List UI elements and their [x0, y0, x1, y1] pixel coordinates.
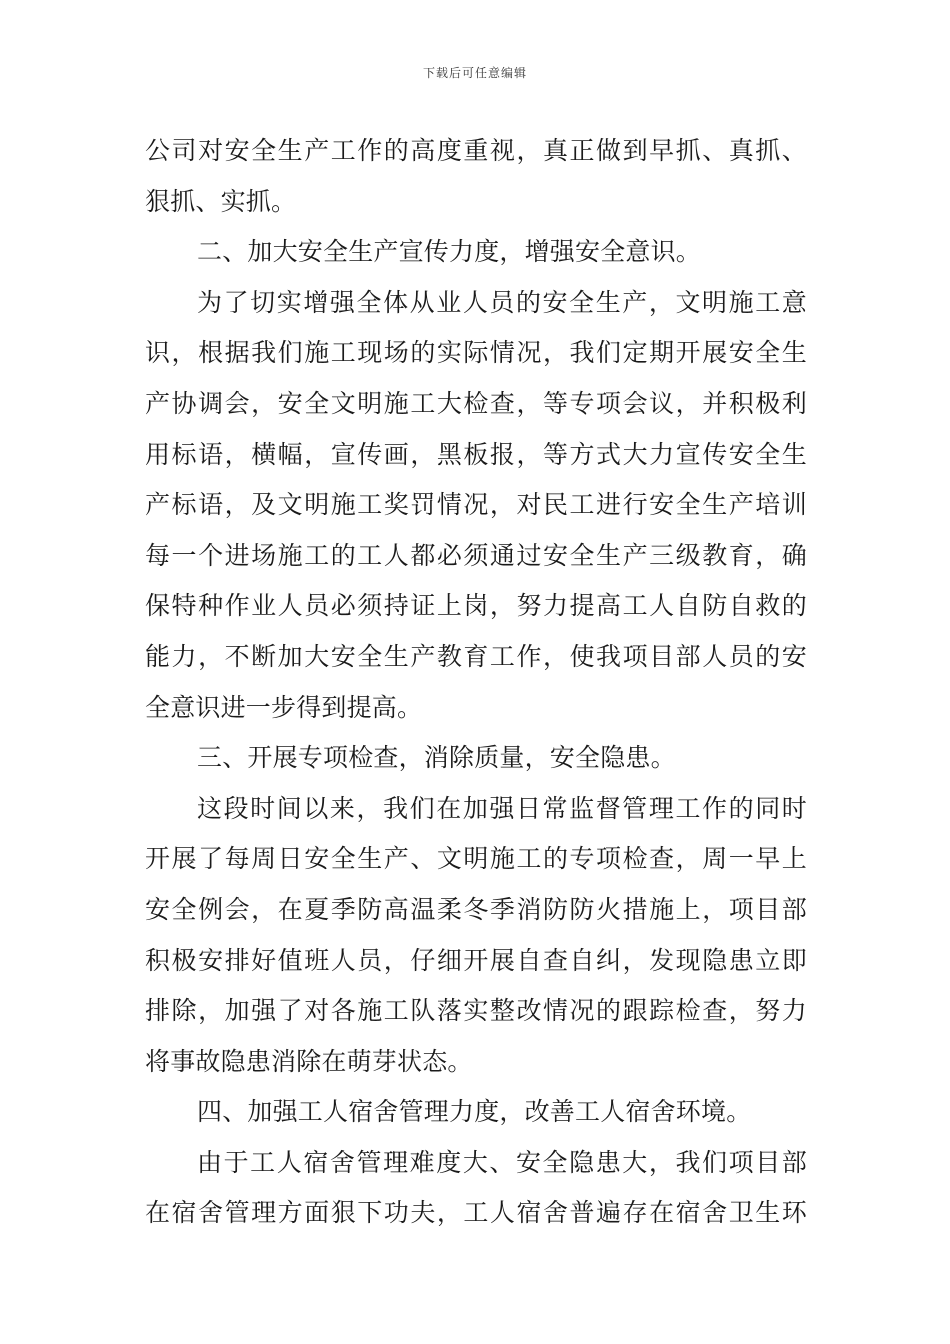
body-line: 安全例会，在夏季防高温柔冬季消防防火措施上，项目部 — [145, 894, 807, 924]
body-line: 二、加大安全生产宣传力度，增强安全意识。 — [197, 237, 702, 267]
body-line: 积极安排好值班人员，仔细开展自查自纠，发现隐患立即 — [145, 945, 807, 975]
body-line: 保特种作业人员必须持证上岗，努力提高工人自防自救的 — [145, 591, 807, 621]
body-line: 公司对安全生产工作的高度重视，真正做到早抓、真抓、 — [145, 136, 807, 165]
body-line: 将事故隐患消除在萌芽状态。 — [145, 1046, 473, 1076]
body-line: 狠抓、实抓。 — [145, 186, 297, 216]
body-line: 四、加强工人宿舍管理力度，改善工人宿舍环境。 — [197, 1097, 752, 1127]
body-line: 这段时间以来，我们在加强日常监督管理工作的同时 — [197, 793, 807, 823]
body-line: 全意识进一步得到提高。 — [145, 692, 423, 722]
document-body — [145, 126, 807, 1239]
body-line: 每一个进场施工的工人都必须通过安全生产三级教育，确 — [145, 540, 807, 570]
page-header: 下载后可任意编辑 — [422, 66, 527, 80]
body-line: 在宿舍管理方面狠下功夫，工人宿舍普遍存在宿舍卫生环 — [145, 1198, 807, 1228]
body-line: 产协调会，安全文明施工大检查，等专项会议，并积极利 — [145, 388, 807, 418]
body-line: 由于工人宿舍管理难度大、安全隐患大，我们项目部 — [197, 1147, 807, 1177]
body-line: 产标语，及文明施工奖罚情况，对民工进行安全生产培训 — [145, 490, 807, 520]
body-line: 为了切实增强全体从业人员的安全生产，文明施工意 — [197, 287, 807, 317]
body-line: 能力，不断加大安全生产教育工作，使我项目部人员的安 — [145, 641, 807, 671]
body-line: 三、开展专项检查，消除质量，安全隐患。 — [197, 743, 676, 773]
body-line: 开展了每周日安全生产、文明施工的专项检查，周一早上 — [145, 844, 807, 874]
body-line: 识，根据我们施工现场的实际情况，我们定期开展安全生 — [145, 338, 807, 368]
body-line: 排除，加强了对各施工队落实整改情况的跟踪检查，努力 — [145, 996, 807, 1026]
body-line: 用标语，横幅，宣传画，黑板报，等方式大力宣传安全生 — [145, 439, 807, 469]
